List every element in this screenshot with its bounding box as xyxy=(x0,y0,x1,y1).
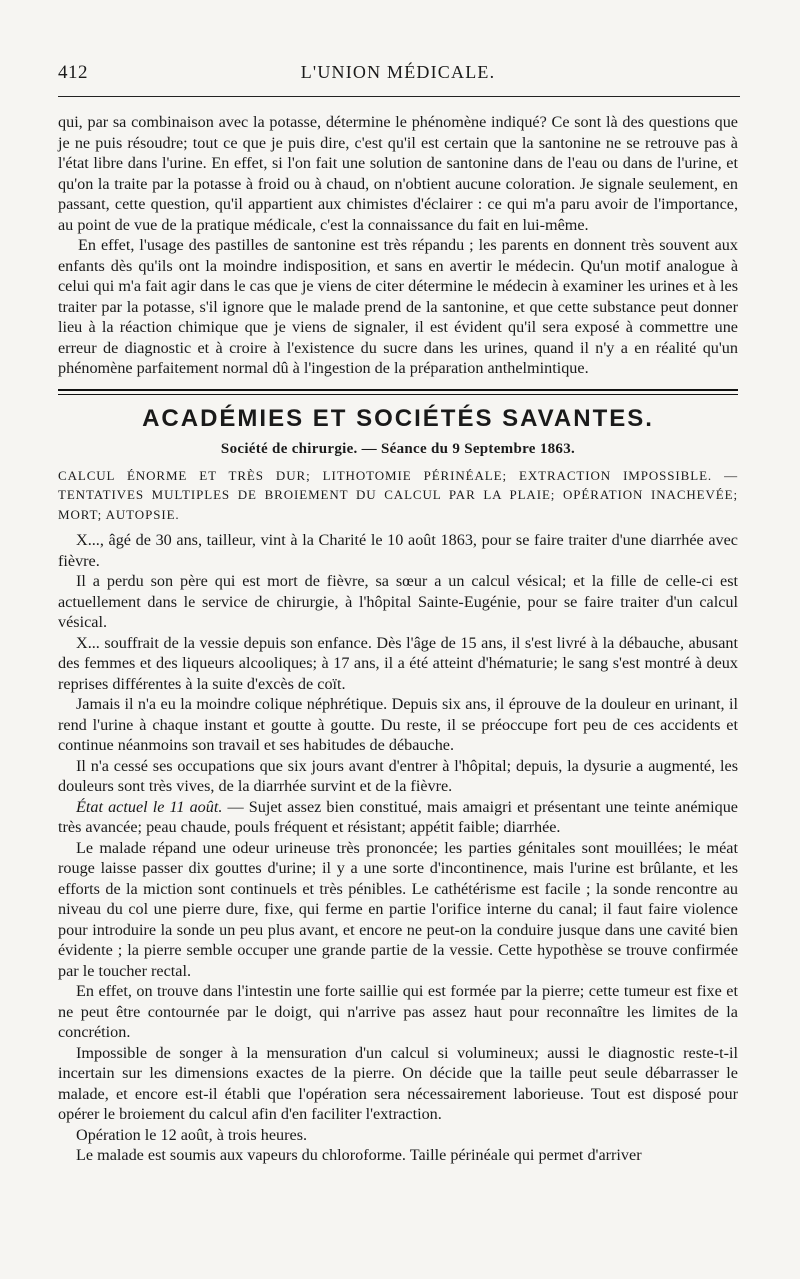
header-rule xyxy=(58,96,740,97)
case-paragraph: Le malade est soumis aux vapeurs du chloroforme. Taille périnéale qui permet d'arriver xyxy=(76,1146,642,1164)
case-body xyxy=(58,530,738,1166)
page-number: 412 xyxy=(58,62,88,83)
case-paragraph: Jamais il n'a eu la moindre colique néphrétique. Depuis six ans, il éprouve de la douleur en urinant, il rend l'urine à chaque instant et goutte à goutte. Du reste, il se préoccupe fort peu de ces accidents et continue néanmoins son travail et ses habitudes de débauche. xyxy=(58,695,738,754)
case-paragraph: X... souffrait de la vessie depuis son enfance. Dès l'âge de 15 ans, il s'est livré à la débauche, abusant des femmes et des liqueurs alcooliques; à 17 ans, il a été atteint d'hématurie; le sang s'est montré à deux reprises différentes à la suite d'excès de coït. xyxy=(58,633,738,693)
etat-paragraph xyxy=(58,797,738,838)
section-divider xyxy=(58,389,738,395)
case-paragraph: Le malade répand une odeur urineuse très prononcée; les parties génitales sont mouillées; le méat rouge laisse passer dix gouttes d'urine; il y a une sorte d'incontinence, mais l'urine est brûlante, et les efforts de la miction sont continuels et très pénibles. Le cathétérisme est facile ; la sonde rencontre au niveau du col une pierre dure, fixe, qui ferme en partie l'orifice interne du canal; il faut faire violence pour introduire la sonde un peu plus avant, et encore ne peut-on la conduire jusque dans une cavité bien évidente ; la pierre semble occuper une grande partie de la vessie. Cette hypothèse se trouve confirmée par le toucher rectal. xyxy=(58,838,738,980)
case-title: CALCUL ÉNORME ET TRÈS DUR; LITHOTOMIE PÉRINÉALE; EXTRACTION IMPOSSIBLE. — TENTATIVES MULTIPLES DE BROIEMENT DU CALCUL PAR LA PLAIE; OPÉRATION INACHEVÉE; MORT; AUTOPSIE. xyxy=(58,467,738,522)
running-head xyxy=(58,62,738,90)
page-body xyxy=(58,112,738,1166)
case-paragraph: En effet, on trouve dans l'intestin une forte saillie qui est formée par la pierre; cette tumeur est fixe et ne peut être contournée par le doigt, qui n'arrive pas assez haut pour reconnaître les limites de la concrétion. xyxy=(58,982,738,1041)
session-heading: Société de chirurgie. — Séance du 9 Septembre 1863. xyxy=(220,441,576,457)
etat-text: — Sujet assez bien constitué, mais amaigri et présentant une teinte anémique très avancée; peau chaude, pouls fréquent et résistant; appétit faible; diarrhée. xyxy=(58,797,738,836)
journal-title: L'UNION MÉDICALE. xyxy=(300,62,496,82)
case-paragraph: Impossible de songer à la mensuration d'un calcul si volumineux; aussi le diagnostic reste-t-il incertain sur les dimensions exactes de la pierre. On décide que la taille peut seule débarrasser le malade, et encore est-il établi que l'opération sera nécessairement laborieuse. Tout est disposé pour opérer le broiement du calcul afin d'en faciliter l'extraction. xyxy=(58,1043,738,1123)
case-paragraph: X..., âgé de 30 ans, tailleur, vint à la Charité le 10 août 1863, pour se faire traiter d'une diarrhée avec fièvre. xyxy=(58,531,738,570)
case-paragraph: Opération le 12 août, à trois heures. xyxy=(76,1125,308,1144)
continuation-paragraph: En effet, l'usage des pastilles de santonine est très répandu ; les parents en donnent très souvent aux enfants dès qu'ils ont la moindre indisposition, et sans en avertir le médecin. Qu'un motif analogue à celui qui m'a fait agir dans le cas que je viens de citer détermine le médecin à examiner les urines et à les traiter par la potasse, s'il ignore que le malade prend de la santonine, et que cette substance peut donner lieu à la réaction chimique que je viens de signaler, il est évident qu'il sera exposé à commettre une erreur de diagnostic et à croire à l'existence du sucre dans les urines, quand il n'y a en réalité qu'un phénomène parfaitement normal dû à l'ingestion de la préparation anthelmintique. xyxy=(58,236,738,377)
case-paragraph: Il a perdu son père qui est mort de fièvre, sa sœur a un calcul vésical; et la fille de celle-ci est actuellement dans le service de chirurgie, à l'hôpital Sainte-Eugénie, pour se faire traiter d'un calcul vésical. xyxy=(58,572,738,631)
continuation-paragraph: qui, par sa combinaison avec la potasse, détermine le phénomène indiqué? Ce sont là des questions que je ne puis résoudre; tout ce que je puis dire, c'est qu'il est certain que la santonine ne se retrouve pas à l'état libre dans l'urine. En effet, si l'on fait une solution de santonine dans de l'eau ou dans de l'urine, et qu'on la traite par la potasse à froid ou à chaud, on n'obtient aucune coloration. Je signale seulement, en passant, cette question, qu'il appartient aux chimistes d'éclairer : ce qui m'a paru avoir de l'importance, au point de vue de la pratique médicale, c'est la connaissance du fait en lui-même. xyxy=(58,113,738,234)
etat-lead: État actuel le 11 août. xyxy=(76,797,223,816)
case-paragraph: Il n'a cessé ses occupations que six jours avant d'entrer à l'hôpital; depuis, la dysurie a augmenté, les douleurs sont très vives, de la diarrhée survint et de la fièvre. xyxy=(58,756,738,795)
section-title: ACADÉMIES ET SOCIÉTÉS SAVANTES. xyxy=(142,404,654,432)
